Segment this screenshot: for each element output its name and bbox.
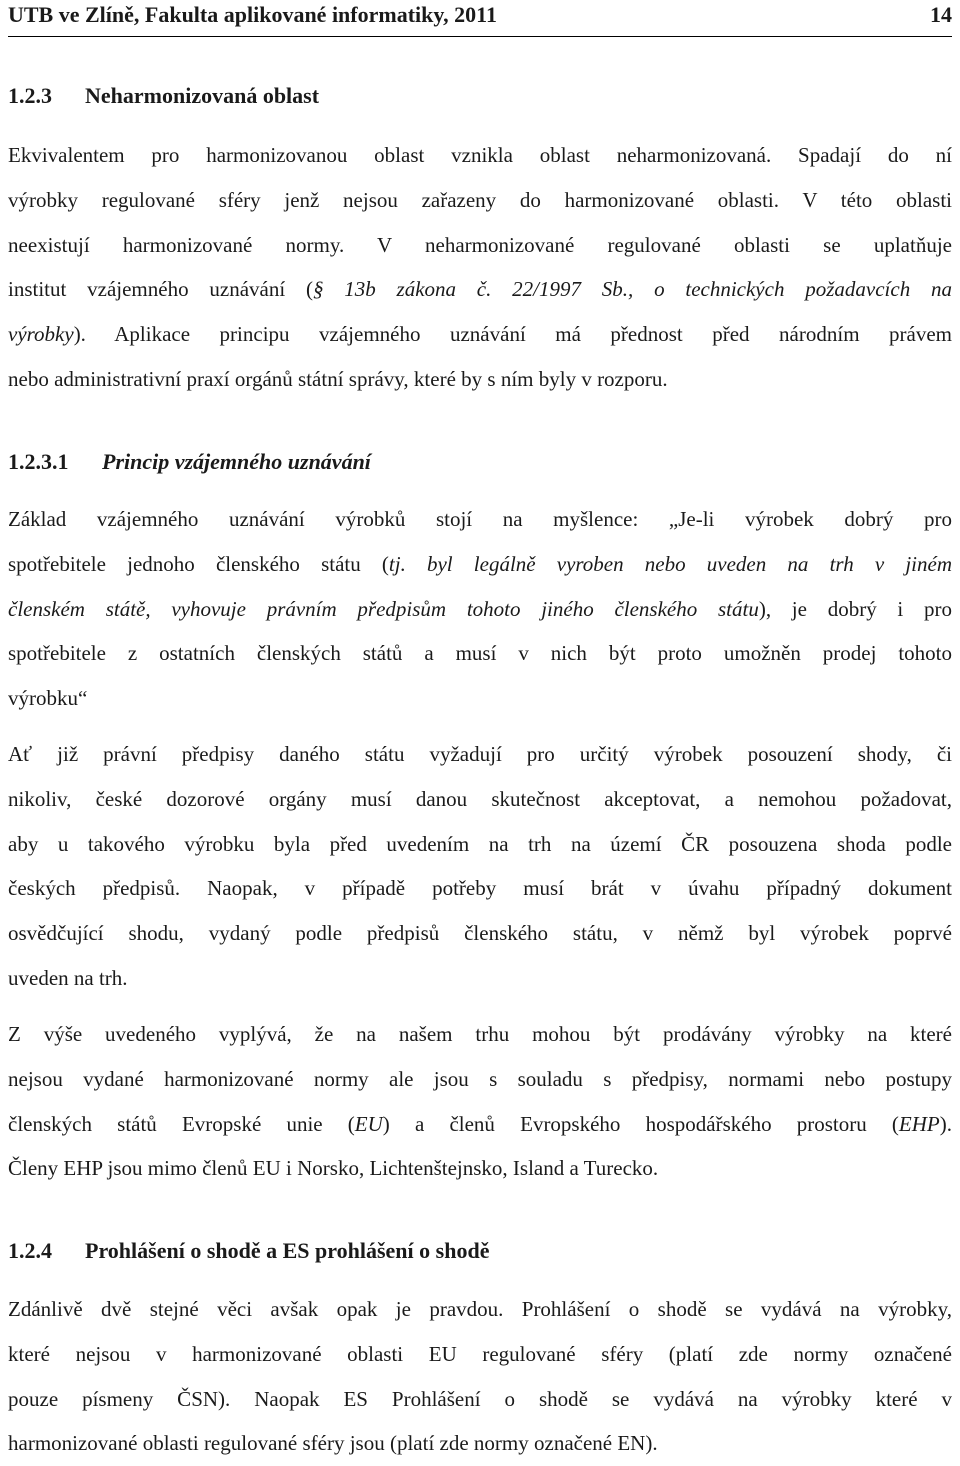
text-line: Zdánlivě dvě stejné věci avšak opak je pravdou. Prohlášení o shodě se vydává na výrobky, — [8, 1297, 952, 1321]
text-line: Členy EHP jsou mimo členů EU i Norsko, Lichtenštejnsko, Island a Turecko. — [8, 1156, 659, 1181]
italic-run: tj. byl legálně vyroben nebo uveden na trh v jiném — [388, 551, 952, 576]
text-line: Ekvivalentem pro harmonizovanou oblast vznikla oblast neharmonizovaná. Spadají do ní — [8, 143, 952, 167]
text-run: ). — [939, 1111, 952, 1136]
text-line: Z výše uvedeného vyplývá, že na našem trhu mohou být prodávány výrobky na které — [8, 1022, 952, 1046]
paragraph-neharmonizovana — [8, 133, 952, 402]
italic-run: členském státě, vyhovuje právním předpisům tohoto jiného členského státu — [8, 596, 759, 621]
header-title: UTB ve Zlíně, Fakulta aplikované informatiky, 2011 — [8, 2, 497, 27]
page-number: 14 — [930, 2, 952, 27]
section-title: Neharmonizovaná oblast — [85, 83, 320, 108]
law-citation: § 13b zákona č. 22/1997 Sb., o technických požadavcích na — [312, 277, 952, 302]
text-line — [8, 542, 952, 587]
text-line: nikoliv, české dozorové orgány musí danou skutečnost akceptovat, a nemohou požadovat, — [8, 786, 952, 811]
text-run: institut vzájemného uznávání ( — [8, 277, 313, 302]
text-line — [8, 312, 952, 357]
section-heading-1-2-3 — [8, 81, 319, 111]
subsection-title: Princip vzájemného uznávání — [102, 449, 371, 474]
text-line: aby u takového výrobku byla před uvedením na trh na území ČR posouzena shoda podle — [8, 831, 952, 856]
text-line: spotřebitele z ostatních členských států a musí v nich být proto umožněn prodej tohoto — [8, 641, 952, 666]
subsection-number: 1.2.3.1 — [8, 449, 69, 474]
text-line: výrobku“ — [8, 686, 88, 711]
text-run: členských států Evropské unie ( — [8, 1111, 355, 1136]
text-line — [8, 1102, 952, 1147]
header-divider — [8, 36, 952, 37]
paragraph-z-vyse-uvedeneho — [8, 1012, 952, 1191]
text-line: neexistují harmonizované normy. V neharmonizované regulované oblasti se uplatňuje — [8, 232, 952, 257]
law-citation-end: výrobky — [8, 322, 74, 347]
text-line: osvědčující shodu, vydaný podle předpisů členského státu, v němž byl výrobek poprvé — [8, 921, 952, 946]
abbreviation: EHP — [898, 1111, 940, 1136]
text-run: spotřebitele jednoho členského státu ( — [8, 551, 389, 576]
text-line — [8, 267, 952, 312]
text-line: uveden na trh. — [8, 965, 128, 990]
text-line — [8, 587, 952, 632]
text-line: pouze písmeny ČSN). Naopak ES Prohlášení o shodě se vydává na výrobky které v — [8, 1386, 952, 1411]
section-number: 1.2.4 — [8, 1238, 52, 1263]
paragraph-pravni-predpisy — [8, 732, 952, 1001]
text-line: nebo administrativní praxí orgánů státní správy, které by s ním byly v rozporu. — [8, 366, 668, 391]
paragraph-princip — [8, 497, 952, 721]
text-line: Základ vzájemného uznávání výrobků stojí na myšlence: „Je-li výrobek dobrý pro — [8, 507, 952, 531]
abbreviation: EU — [354, 1111, 383, 1136]
text-line: harmonizované oblasti regulované sféry jsou (platí zde normy označené EN). — [8, 1431, 658, 1456]
page-header — [8, 0, 952, 30]
text-run: ) a členů Evropského hospodářského prostoru ( — [382, 1111, 899, 1136]
text-run: ), je dobrý i pro — [758, 596, 952, 621]
paragraph-prohlaseni — [8, 1287, 952, 1466]
text-line: výrobky regulované sféry jenž nejsou zařazeny do harmonizované oblasti. V této oblasti — [8, 187, 952, 212]
section-heading-1-2-4 — [8, 1236, 489, 1266]
section-title: Prohlášení o shodě a ES prohlášení o shodě — [85, 1238, 490, 1263]
text-line: českých předpisů. Naopak, v případě potřeby musí brát v úvahu případný dokument — [8, 876, 952, 901]
text-run: ). Aplikace principu vzájemného uznávání má přednost před národním právem — [73, 322, 952, 347]
section-number: 1.2.3 — [8, 83, 52, 108]
text-line: které nejsou v harmonizované oblasti EU regulované sféry (platí zde normy označené — [8, 1341, 952, 1366]
text-line: nejsou vydané harmonizované normy ale jsou s souladu s předpisy, normami nebo postupy — [8, 1066, 952, 1091]
subsection-heading-1-2-3-1 — [8, 447, 371, 477]
text-line: Ať již právní předpisy daného státu vyžadují pro určitý výrobek posouzení shody, či — [8, 742, 952, 766]
